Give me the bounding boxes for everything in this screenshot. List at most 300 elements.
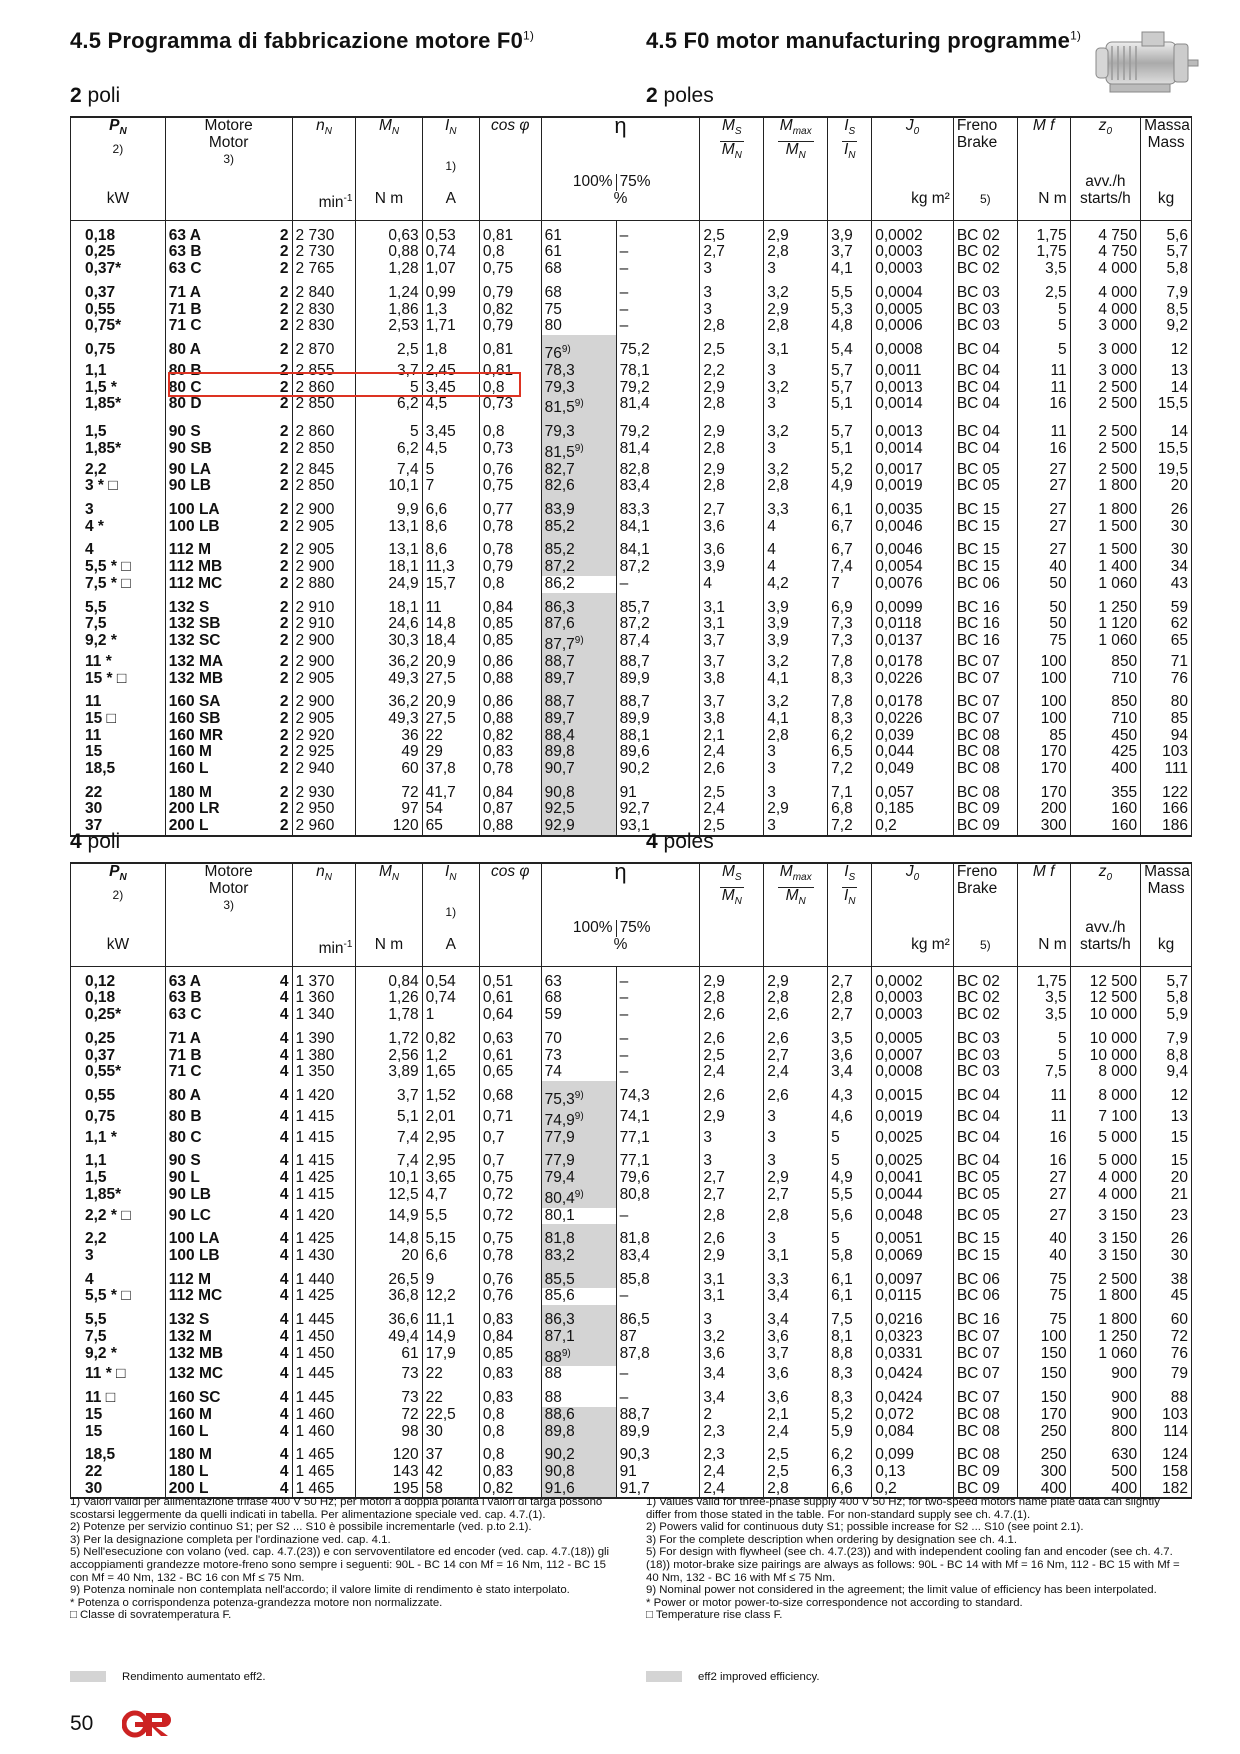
cell-eff-75: 87,2: [616, 559, 700, 576]
cell-speed: 2 830: [292, 302, 356, 319]
cell-is-in: 8,8: [828, 1346, 872, 1367]
col-header-starts-unit-it: avv./h: [1070, 174, 1141, 191]
cell-mass: 111: [1141, 761, 1192, 778]
cell-ms-mn: 3: [700, 302, 764, 319]
cell-inertia: 0,0007: [872, 1048, 954, 1065]
cell-brake-torque: 11: [1017, 380, 1070, 397]
cell-mass: 65: [1141, 633, 1192, 654]
cell-eff-75: –: [616, 302, 700, 319]
col-header-starts-unit-it: avv./h: [1070, 920, 1141, 937]
cell-eff-100: 77,9: [541, 1146, 616, 1170]
cell-speed: 2 910: [292, 616, 356, 633]
cell-power: 0,55*: [71, 1064, 166, 1081]
cell-power: 0,37*: [71, 261, 166, 278]
footnote: □ Classe di sovratemperatura F.: [70, 1609, 232, 1622]
cell-current: 2,45: [422, 363, 479, 380]
cell-speed: 2 960: [292, 818, 356, 836]
cell-starts: 12 500: [1070, 966, 1141, 990]
cell-brake-torque: 75: [1017, 633, 1070, 654]
cell-brake: BC 07: [953, 711, 1017, 728]
table-row: [71, 1265, 1192, 1289]
cell-inertia: 0,0006: [872, 318, 954, 335]
cell-power: 0,75: [71, 335, 166, 363]
cell-inertia: 0,0003: [872, 244, 954, 261]
legend-it: Rendimento aumentato eff2.: [70, 1671, 266, 1683]
cell-ms-mn: 3,4: [700, 1366, 764, 1383]
cell-power: 30: [71, 801, 166, 818]
cell-brake-torque: 50: [1017, 616, 1070, 633]
cell-eff-75: –: [616, 990, 700, 1007]
cell-mmax-mn: 3,2: [764, 380, 828, 397]
cell-ms-mn: 3,8: [700, 711, 764, 728]
cell-eff-75: 78,1: [616, 363, 700, 380]
cell-eff-75: 84,1: [616, 519, 700, 536]
cell-mmax-mn: 3,6: [764, 1329, 828, 1346]
cell-motor: 132 S 2: [165, 593, 292, 617]
table-row: [71, 441, 1192, 462]
unit-speed: $\min^{-1}$: [292, 937, 356, 966]
cell-mass: 158: [1141, 1464, 1192, 1481]
cell-ms-mn: 4: [700, 576, 764, 593]
cell-cosphi: 0,8: [479, 244, 541, 261]
cell-ms-mn: 2,8: [700, 441, 764, 462]
cell-eff-75: 80,8: [616, 1187, 700, 1208]
cell-brake: BC 04: [953, 1130, 1017, 1147]
cell-is-in: 5,3: [828, 302, 872, 319]
col-header-mass: Massa Mass: [1141, 863, 1192, 920]
cell-brake-torque: 7,5: [1017, 1064, 1070, 1081]
cell-is-in: 5,2: [828, 1407, 872, 1424]
cell-eff-100: 59: [541, 1007, 616, 1024]
cell-ms-mn: 2,5: [700, 778, 764, 802]
cell-starts: 3 000: [1070, 335, 1141, 363]
cell-eff-100: 87,6: [541, 616, 616, 633]
cell-ms-mn: 2,7: [700, 244, 764, 261]
header-cell: [953, 920, 1017, 937]
table-row: [71, 1329, 1192, 1346]
cell-eff-75: –: [616, 1064, 700, 1081]
table-row: [71, 990, 1192, 1007]
cell-speed: 1 415: [292, 1109, 356, 1130]
cell-mmax-mn: 2,8: [764, 1481, 828, 1499]
cell-brake-torque: 3,5: [1017, 1007, 1070, 1024]
cell-eff-75: 84,1: [616, 535, 700, 559]
cell-eff-100: 73: [541, 1048, 616, 1065]
cell-eff-75: 88,7: [616, 687, 700, 711]
cell-torque: 13,1: [356, 519, 422, 536]
cell-brake-torque: 27: [1017, 1208, 1070, 1225]
unit-current: A: [422, 937, 479, 966]
cell-torque: 13,1: [356, 535, 422, 559]
cell-eff-100: 68: [541, 990, 616, 1007]
table-row: [71, 363, 1192, 380]
cell-brake-torque: 250: [1017, 1424, 1070, 1441]
cell-starts: 3 000: [1070, 363, 1141, 380]
cell-starts: 1 400: [1070, 559, 1141, 576]
cell-current: 9: [422, 1265, 479, 1289]
col-header-eta-100: 100%: [541, 920, 616, 937]
cell-torque: 0,84: [356, 966, 422, 990]
header-cell: [764, 174, 828, 191]
cell-motor: 132 MB 2: [165, 671, 292, 688]
cell-is-in: 6,1: [828, 1265, 872, 1289]
gr-logo: [122, 1710, 176, 1738]
cell-inertia: 0,0019: [872, 478, 954, 495]
cell-cosphi: 0,72: [479, 1208, 541, 1225]
table-row: [71, 495, 1192, 519]
cell-brake: BC 08: [953, 1424, 1017, 1441]
brake-note: 5): [953, 937, 1017, 966]
cell-brake: BC 06: [953, 1265, 1017, 1289]
col-header-current: $I_N$ 1): [422, 117, 479, 174]
cell-power: 3 * □: [71, 478, 166, 495]
cell-eff-100: 88: [541, 1366, 616, 1383]
cell-power: 0,25: [71, 244, 166, 261]
cell-power: 2,2: [71, 1224, 166, 1248]
cell-motor: 100 LB 4: [165, 1248, 292, 1265]
header-cell: [422, 920, 479, 937]
cell-brake: BC 16: [953, 633, 1017, 654]
cell-brake-torque: 300: [1017, 1464, 1070, 1481]
cell-brake: BC 03: [953, 278, 1017, 302]
cell-cosphi: 0,86: [479, 687, 541, 711]
cell-eff-100: 77,9: [541, 1130, 616, 1147]
cell-motor: 63 A 4: [165, 966, 292, 990]
cell-inertia: 0,2: [872, 818, 954, 836]
cell-inertia: 0,185: [872, 801, 954, 818]
cell-motor: 180 M 4: [165, 1440, 292, 1464]
cell-mass: 76: [1141, 1346, 1192, 1367]
header-cell: [292, 174, 356, 191]
cell-motor: 71 C 4: [165, 1064, 292, 1081]
cell-cosphi: 0,75: [479, 1170, 541, 1187]
cell-cosphi: 0,63: [479, 1024, 541, 1048]
cell-ms-mn: 2: [700, 1407, 764, 1424]
cell-inertia: 0,0051: [872, 1224, 954, 1248]
cell-torque: 2,56: [356, 1048, 422, 1065]
cell-ms-mn: 3,1: [700, 1288, 764, 1305]
cell-eff-100: 88$^{9)}$: [541, 1346, 616, 1367]
cell-motor: 100 LA 4: [165, 1224, 292, 1248]
header-cell: [71, 920, 166, 937]
cell-torque: 1,28: [356, 261, 422, 278]
cell-brake-torque: 27: [1017, 535, 1070, 559]
cell-ms-mn: 2,4: [700, 801, 764, 818]
cell-brake: BC 08: [953, 744, 1017, 761]
cell-ms-mn: 2,3: [700, 1424, 764, 1441]
cell-current: 18,4: [422, 633, 479, 654]
cell-inertia: 0,0323: [872, 1329, 954, 1346]
cell-eff-75: –: [616, 576, 700, 593]
cell-current: 30: [422, 1424, 479, 1441]
footnote: * Potenza o corrispondenza potenza-grandezza motore non normalizzate.: [70, 1596, 443, 1609]
cell-speed: 1 445: [292, 1305, 356, 1329]
cell-brake-torque: 27: [1017, 519, 1070, 536]
cell-speed: 2 870: [292, 335, 356, 363]
cell-is-in: 4,6: [828, 1109, 872, 1130]
cell-power: 4 *: [71, 519, 166, 536]
footnote: 9) Potenza nominale non contemplata nell'accordo; il valore limite di rendimento è stato interpolato.: [70, 1584, 570, 1597]
cell-mmax-mn: 2,8: [764, 478, 828, 495]
cell-inertia: 0,0137: [872, 633, 954, 654]
cell-eff-75: –: [616, 1048, 700, 1065]
cell-speed: 1 380: [292, 1048, 356, 1065]
cell-ms-mn: 3,7: [700, 654, 764, 671]
cell-ms-mn: 3,7: [700, 687, 764, 711]
cell-power: 30: [71, 1481, 166, 1499]
cell-starts: 710: [1070, 711, 1141, 728]
cell-mass: 182: [1141, 1481, 1192, 1499]
cell-speed: 2 900: [292, 654, 356, 671]
cell-mmax-mn: 3,7: [764, 1346, 828, 1367]
cell-mmax-mn: 2,4: [764, 1064, 828, 1081]
cell-inertia: 0,099: [872, 1440, 954, 1464]
col-header-speed: $n_N$: [292, 863, 356, 920]
table-row: [71, 278, 1192, 302]
cell-starts: 4 000: [1070, 302, 1141, 319]
unit-brake-torque: N m: [1017, 937, 1070, 966]
cell-brake-torque: 27: [1017, 1170, 1070, 1187]
cell-eff-75: 83,4: [616, 478, 700, 495]
cell-starts: 400: [1070, 1481, 1141, 1499]
footnote: 1) Valori validi per alimentazione trifase 400 V 50 Hz; per motori a doppia polarità i valori di targa possono scostarsi leggermente da quelli indicati in tabella. Per alimentazione speciale ved. cap. 4.7.(1).: [70, 1496, 603, 1521]
table-row: [71, 728, 1192, 745]
col-header-current: $I_N$ 1): [422, 863, 479, 920]
cell-speed: 1 445: [292, 1366, 356, 1383]
cell-brake-torque: 100: [1017, 1329, 1070, 1346]
cell-speed: 2 850: [292, 441, 356, 462]
table-row: [71, 1064, 1192, 1081]
cell-power: 1,5: [71, 1170, 166, 1187]
cell-motor: 160 MR 2: [165, 728, 292, 745]
cell-ms-mn: 2,6: [700, 761, 764, 778]
cell-brake-torque: 200: [1017, 801, 1070, 818]
cell-inertia: 0,0424: [872, 1383, 954, 1407]
cell-current: 3,45: [422, 380, 479, 397]
cell-torque: 1,86: [356, 302, 422, 319]
cell-motor: 71 B 4: [165, 1048, 292, 1065]
cell-motor: 132 SB 2: [165, 616, 292, 633]
cell-eff-100: 88,7: [541, 654, 616, 671]
cell-torque: 18,1: [356, 559, 422, 576]
cell-ms-mn: 3,6: [700, 535, 764, 559]
cell-current: 4,5: [422, 441, 479, 462]
table-row: [71, 1170, 1192, 1187]
cell-speed: 2 900: [292, 559, 356, 576]
cell-is-in: 7,2: [828, 818, 872, 836]
cell-is-in: 6,8: [828, 801, 872, 818]
cell-eff-75: 79,2: [616, 417, 700, 441]
cell-inertia: 0,0003: [872, 990, 954, 1007]
col-header-brake: Freno Brake: [953, 117, 1017, 174]
cell-power: 0,37: [71, 278, 166, 302]
cell-mmax-mn: 3: [764, 744, 828, 761]
header-cell: [828, 937, 872, 966]
cell-eff-100: 85,2: [541, 535, 616, 559]
cell-starts: 1 800: [1070, 1305, 1141, 1329]
cell-cosphi: 0,78: [479, 761, 541, 778]
cell-eff-100: 81,5$^{9)}$: [541, 396, 616, 417]
col-header-mmax-mn: [764, 117, 828, 174]
cell-cosphi: 0,7: [479, 1130, 541, 1147]
cell-is-in: 7,3: [828, 616, 872, 633]
legend-swatch: [646, 1671, 682, 1682]
cell-cosphi: 0,85: [479, 616, 541, 633]
cell-mass: 80: [1141, 687, 1192, 711]
cell-is-in: 3,5: [828, 1024, 872, 1048]
cell-brake: BC 15: [953, 495, 1017, 519]
cell-mmax-mn: 3: [764, 1146, 828, 1170]
cell-inertia: 0,0099: [872, 593, 954, 617]
col-header-eta-75: 75%: [616, 174, 700, 191]
cell-inertia: 0,0226: [872, 671, 954, 688]
section-label-2-poli: 2 poli: [70, 84, 121, 107]
cell-brake: BC 02: [953, 1007, 1017, 1024]
cell-cosphi: 0,79: [479, 559, 541, 576]
table-row: [71, 1130, 1192, 1147]
cell-power: 4: [71, 1265, 166, 1289]
cell-motor: 63 B 4: [165, 990, 292, 1007]
table-row: [71, 1407, 1192, 1424]
cell-current: 41,7: [422, 778, 479, 802]
header-cell: [700, 174, 764, 191]
cell-eff-75: 89,6: [616, 744, 700, 761]
cell-brake: BC 07: [953, 1383, 1017, 1407]
cell-eff-75: –: [616, 318, 700, 335]
cell-is-in: 6,2: [828, 728, 872, 745]
cell-eff-100: 90,8: [541, 778, 616, 802]
cell-starts: 5 000: [1070, 1130, 1141, 1147]
footnote: 3) Per la designazione completa per l'ordinazione ved. cap. 4.1.: [70, 1533, 391, 1546]
cell-current: 17,9: [422, 1346, 479, 1367]
cell-current: 3,45: [422, 417, 479, 441]
cell-inertia: 0,0025: [872, 1146, 954, 1170]
cell-inertia: 0,057: [872, 778, 954, 802]
fraction: $\frac{I_S}{I_N}$: [843, 863, 856, 907]
cell-mass: 15,5: [1141, 396, 1192, 417]
cell-inertia: 0,039: [872, 728, 954, 745]
cell-mmax-mn: 3: [764, 1224, 828, 1248]
cell-eff-75: 91,7: [616, 1481, 700, 1499]
header-cell: [1141, 174, 1192, 191]
cell-brake: BC 04: [953, 441, 1017, 462]
cell-mmax-mn: 3,9: [764, 633, 828, 654]
cell-ms-mn: 3,1: [700, 1265, 764, 1289]
cell-is-in: 7,2: [828, 761, 872, 778]
cell-inertia: 0,072: [872, 1407, 954, 1424]
cell-brake-torque: 16: [1017, 1130, 1070, 1147]
cell-speed: 1 370: [292, 966, 356, 990]
cell-mmax-mn: 3,6: [764, 1366, 828, 1383]
cell-power: 1,1 *: [71, 1130, 166, 1147]
cell-mass: 124: [1141, 1440, 1192, 1464]
cell-eff-75: 89,9: [616, 671, 700, 688]
cell-power: 3: [71, 1248, 166, 1265]
cell-eff-75: 83,4: [616, 1248, 700, 1265]
cell-starts: 10 000: [1070, 1007, 1141, 1024]
cell-eff-100: 89,7: [541, 711, 616, 728]
cell-cosphi: 0,85: [479, 1346, 541, 1367]
cell-brake: BC 05: [953, 478, 1017, 495]
footnote: □ Temperature rise class F.: [646, 1609, 783, 1622]
header-cell: [356, 920, 422, 937]
cell-current: 5,5: [422, 1208, 479, 1225]
cell-mass: 43: [1141, 576, 1192, 593]
cell-motor: 71 A 2: [165, 278, 292, 302]
cell-brake: BC 15: [953, 1224, 1017, 1248]
cell-eff-100: 87,2: [541, 559, 616, 576]
cell-power: 0,12: [71, 966, 166, 990]
cell-power: 5,5 * □: [71, 1288, 166, 1305]
cell-is-in: 7,8: [828, 687, 872, 711]
cell-speed: 1 340: [292, 1007, 356, 1024]
cell-torque: 60: [356, 761, 422, 778]
cell-inertia: 0,0054: [872, 559, 954, 576]
cell-cosphi: 0,72: [479, 1187, 541, 1208]
cell-torque: 36,2: [356, 654, 422, 671]
cell-is-in: 6,6: [828, 1481, 872, 1499]
cell-current: 0,54: [422, 966, 479, 990]
cell-mass: 72: [1141, 1329, 1192, 1346]
cell-power: 18,5: [71, 1440, 166, 1464]
cell-starts: 2 500: [1070, 1265, 1141, 1289]
col-header-is-in: [828, 117, 872, 174]
col-header-eta-100: 100%: [541, 174, 616, 191]
cell-brake-torque: 170: [1017, 761, 1070, 778]
cell-mass: 62: [1141, 616, 1192, 633]
cell-mmax-mn: 3,4: [764, 1288, 828, 1305]
cell-torque: 5: [356, 417, 422, 441]
cell-starts: 425: [1070, 744, 1141, 761]
cell-starts: 7 100: [1070, 1109, 1141, 1130]
cell-cosphi: 0,8: [479, 576, 541, 593]
cell-mmax-mn: 3,2: [764, 654, 828, 671]
cell-brake: BC 02: [953, 261, 1017, 278]
cell-current: 4,5: [422, 396, 479, 417]
cell-is-in: 3,9: [828, 220, 872, 244]
cell-motor: 112 M 2: [165, 535, 292, 559]
cell-inertia: 0,0076: [872, 576, 954, 593]
cell-inertia: 0,2: [872, 1481, 954, 1499]
cell-is-in: 4,1: [828, 261, 872, 278]
cell-inertia: 0,0008: [872, 335, 954, 363]
cell-torque: 3,89: [356, 1064, 422, 1081]
cell-motor: 90 S 2: [165, 417, 292, 441]
table-row: [71, 1346, 1192, 1367]
cell-speed: 1 415: [292, 1146, 356, 1170]
cell-motor: 200 L 4: [165, 1481, 292, 1499]
cell-brake: BC 05: [953, 1170, 1017, 1187]
cell-eff-100: 92,9: [541, 818, 616, 836]
cell-mass: 20: [1141, 478, 1192, 495]
cell-brake: BC 09: [953, 818, 1017, 836]
col-header-starts: $z_0$: [1070, 117, 1141, 174]
cell-cosphi: 0,84: [479, 593, 541, 617]
col-header-inertia: $J_0$: [872, 117, 954, 174]
col-header-mmax-mn: [764, 863, 828, 920]
cell-eff-100: 85,2: [541, 519, 616, 536]
cell-eff-100: 61: [541, 244, 616, 261]
cell-mmax-mn: 3,3: [764, 495, 828, 519]
cell-eff-100: 88,7: [541, 687, 616, 711]
cell-is-in: 4,8: [828, 318, 872, 335]
cell-eff-100: 74: [541, 1064, 616, 1081]
cell-mass: 21: [1141, 1187, 1192, 1208]
cell-current: 11,1: [422, 1305, 479, 1329]
cell-brake: BC 08: [953, 1407, 1017, 1424]
cell-motor: 80 B 4: [165, 1109, 292, 1130]
cell-mmax-mn: 4: [764, 519, 828, 536]
